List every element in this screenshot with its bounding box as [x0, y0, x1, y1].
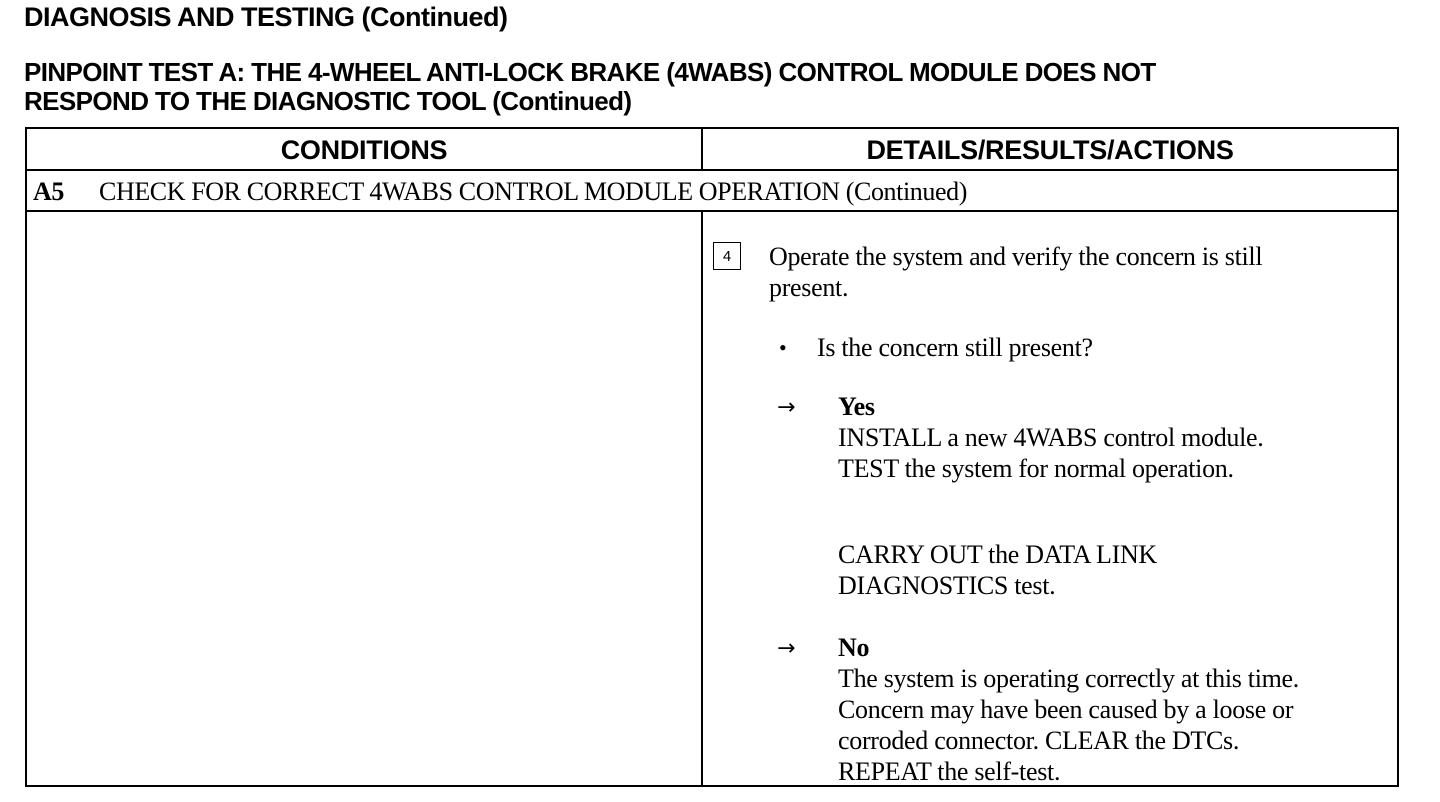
- details-column-header: DETAILS/RESULTS/ACTIONS: [866, 134, 1234, 165]
- yes-result: [838, 391, 1264, 484]
- header-column-divider: [701, 129, 703, 171]
- no-line-4: REPEAT the self-test.: [838, 757, 1061, 786]
- substep-line-2: present.: [769, 273, 849, 302]
- test-title-line-2: RESPOND TO THE DIAGNOSTIC TOOL (Continued): [24, 86, 632, 116]
- no-line-3: corroded connector. CLEAR the DTCs.: [838, 726, 1240, 755]
- substep-line-1: Operate the system and verify the concern is still: [769, 242, 1263, 271]
- no-line-1: The system is operating correctly at this time.: [838, 664, 1299, 693]
- diagnostic-table: [25, 127, 1399, 787]
- yes-line-4: DIAGNOSTICS test.: [838, 571, 1056, 600]
- question-text: Is the concern still present?: [817, 333, 1093, 362]
- section-title: DIAGNOSIS AND TESTING (Continued): [24, 2, 508, 32]
- body-column-divider: [701, 212, 703, 787]
- step-id: A5: [33, 177, 64, 206]
- header-divider: [27, 169, 1397, 171]
- substep-number-box: 4: [713, 242, 741, 270]
- no-label: No: [838, 633, 870, 662]
- no-line-2: Concern may have been caused by a loose or: [838, 695, 1294, 724]
- yes-line-1: INSTALL a new 4WABS control module.: [838, 423, 1264, 452]
- arrow-right-icon: →: [777, 636, 796, 661]
- bullet-icon: •: [779, 335, 787, 360]
- substep-instruction: [769, 241, 1262, 303]
- arrow-right-icon: →: [777, 395, 796, 420]
- conditions-column-header: CONDITIONS: [280, 134, 448, 165]
- step-title: CHECK FOR CORRECT 4WABS CONTROL MODULE OPERATION (Continued): [99, 177, 967, 206]
- yes-label: Yes: [838, 392, 875, 421]
- step-row: [33, 173, 967, 211]
- no-result: [838, 632, 1299, 787]
- pinpoint-test-title: [24, 58, 1424, 116]
- yes-line-3: CARRY OUT the DATA LINK: [838, 540, 1157, 569]
- yes-data-link-action: [838, 539, 1157, 601]
- step-divider: [27, 210, 1397, 212]
- test-title-line-1: PINPOINT TEST A: THE 4-WHEEL ANTI-LOCK BRAKE (4WABS) CONTROL MODULE DOES NOT: [24, 57, 1156, 87]
- yes-line-2: TEST the system for normal operation.: [838, 454, 1234, 483]
